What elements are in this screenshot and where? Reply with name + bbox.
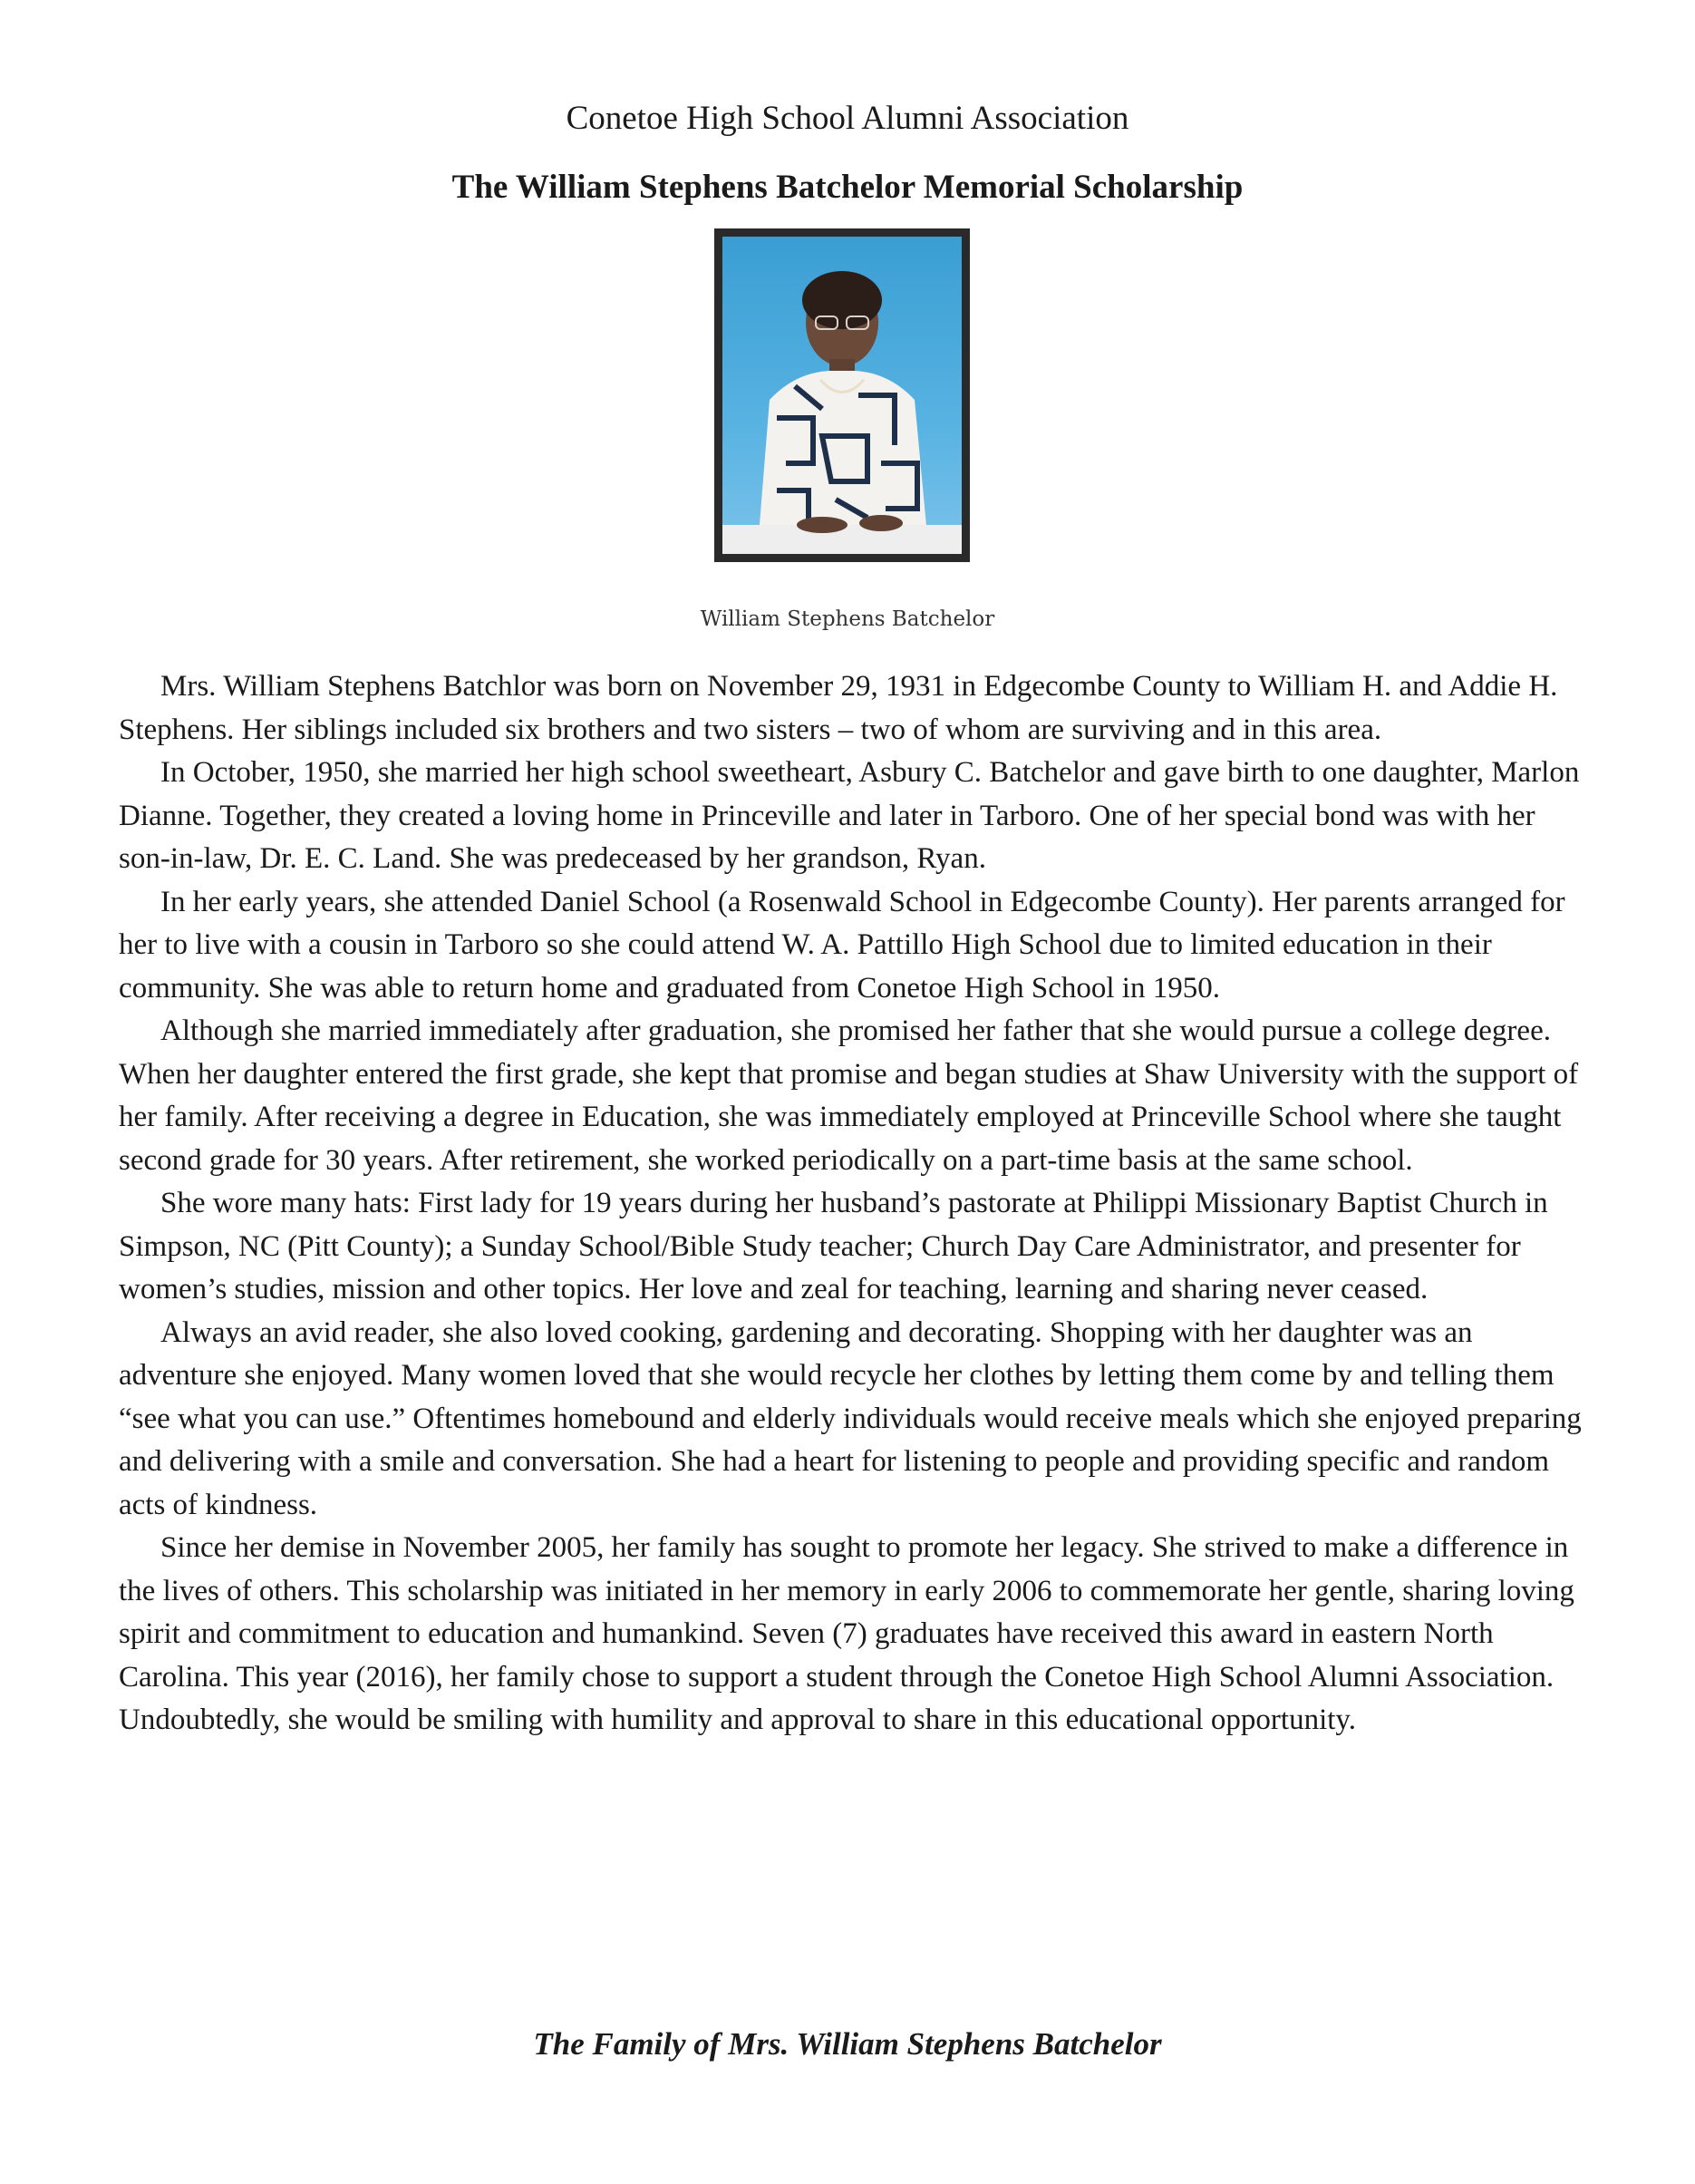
biography-body (119, 665, 1587, 1742)
paragraph-marriage: In October, 1950, she married her high school sweetheart, Asbury C. Batchelor and gave birth to one daughter, Marlon Dianne. Together, they created a loving home in Princeville and later in Tarboro. One of her special bond was with her son-in-law, Dr. E. C. Land. She was predeceased by her grandson, Ryan. (119, 756, 1580, 875)
paragraph-legacy: Since her demise in November 2005, her family has sought to promote her legacy. She strived to make a difference in the lives of others. This scholarship was initiated in her memory in early 2006 to commemorate her gentle, sharing loving spirit and commitment to education and humankind. Seven (7) graduates have received this award in eastern North Carolina. This year (2016), her family chose to support a student through the Conetoe High School Alumni Association. Undoubtedly, she would be smiling with humility and approval to share in this educational opportunity. (119, 1531, 1574, 1736)
scholarship-title: The William Stephens Batchelor Memorial Scholarship (451, 169, 1244, 206)
portrait-photo (722, 237, 962, 554)
paragraph-early-years: In her early years, she attended Daniel School (a Rosenwald School in Edgecombe County). Her parents arranged for her to live with a cousin in Tarboro so she could attend W. A. Pattillo High School due to limited education in their community. She was able to return home and graduated from Conetoe High School in 1950. (119, 885, 1565, 1005)
organization-heading: Conetoe High School Alumni Association (566, 100, 1129, 137)
portrait-frame (714, 228, 970, 562)
family-signature: The Family of Mrs. William Stephens Batchelor (533, 2026, 1162, 2062)
paragraph-roles: She wore many hats: First lady for 19 years during her husband’s pastorate at Philippi Missionary Baptist Church in Simpson, NC (Pitt County); a Sunday School/Bible Study teacher; Church Day Care Administrator, and presenter for women’s studies, mission and other topics. Her love and zeal for teaching, learning and sharing never ceased. (119, 1187, 1548, 1306)
paragraph-birth: Mrs. William Stephens Batchlor was born on November 29, 1931 in Edgecombe County to William H. and Addie H. Stephens. Her siblings included six brothers and two sisters – two of whom are surviving and in this area. (119, 670, 1558, 746)
paragraph-career: Although she married immediately after graduation, she promised her father that she would pursue a college degree. When her daughter entered the first grade, she kept that promise and began studies at Shaw University with the support of her family. After receiving a degree in Education, she was immediately employed at Princeville School where she taught second grade for 30 years. After retirement, she worked periodically on a part-time basis at the same school. (119, 1014, 1579, 1177)
portrait-illustration (722, 237, 962, 554)
portrait-caption: William Stephens Batchelor (700, 607, 995, 631)
paragraph-interests: Always an avid reader, she also loved cooking, gardening and decorating. Shopping with her daughter was an adventure she enjoyed. Many women loved that she would recycle her clothes by letting them come by and telling them “see what you can use.” Oftentimes homebound and elderly individuals would receive meals which she enjoyed preparing and delivering with a smile and conversation. She had a heart for listening to people and providing specific and random acts of kindness. (119, 1315, 1582, 1521)
